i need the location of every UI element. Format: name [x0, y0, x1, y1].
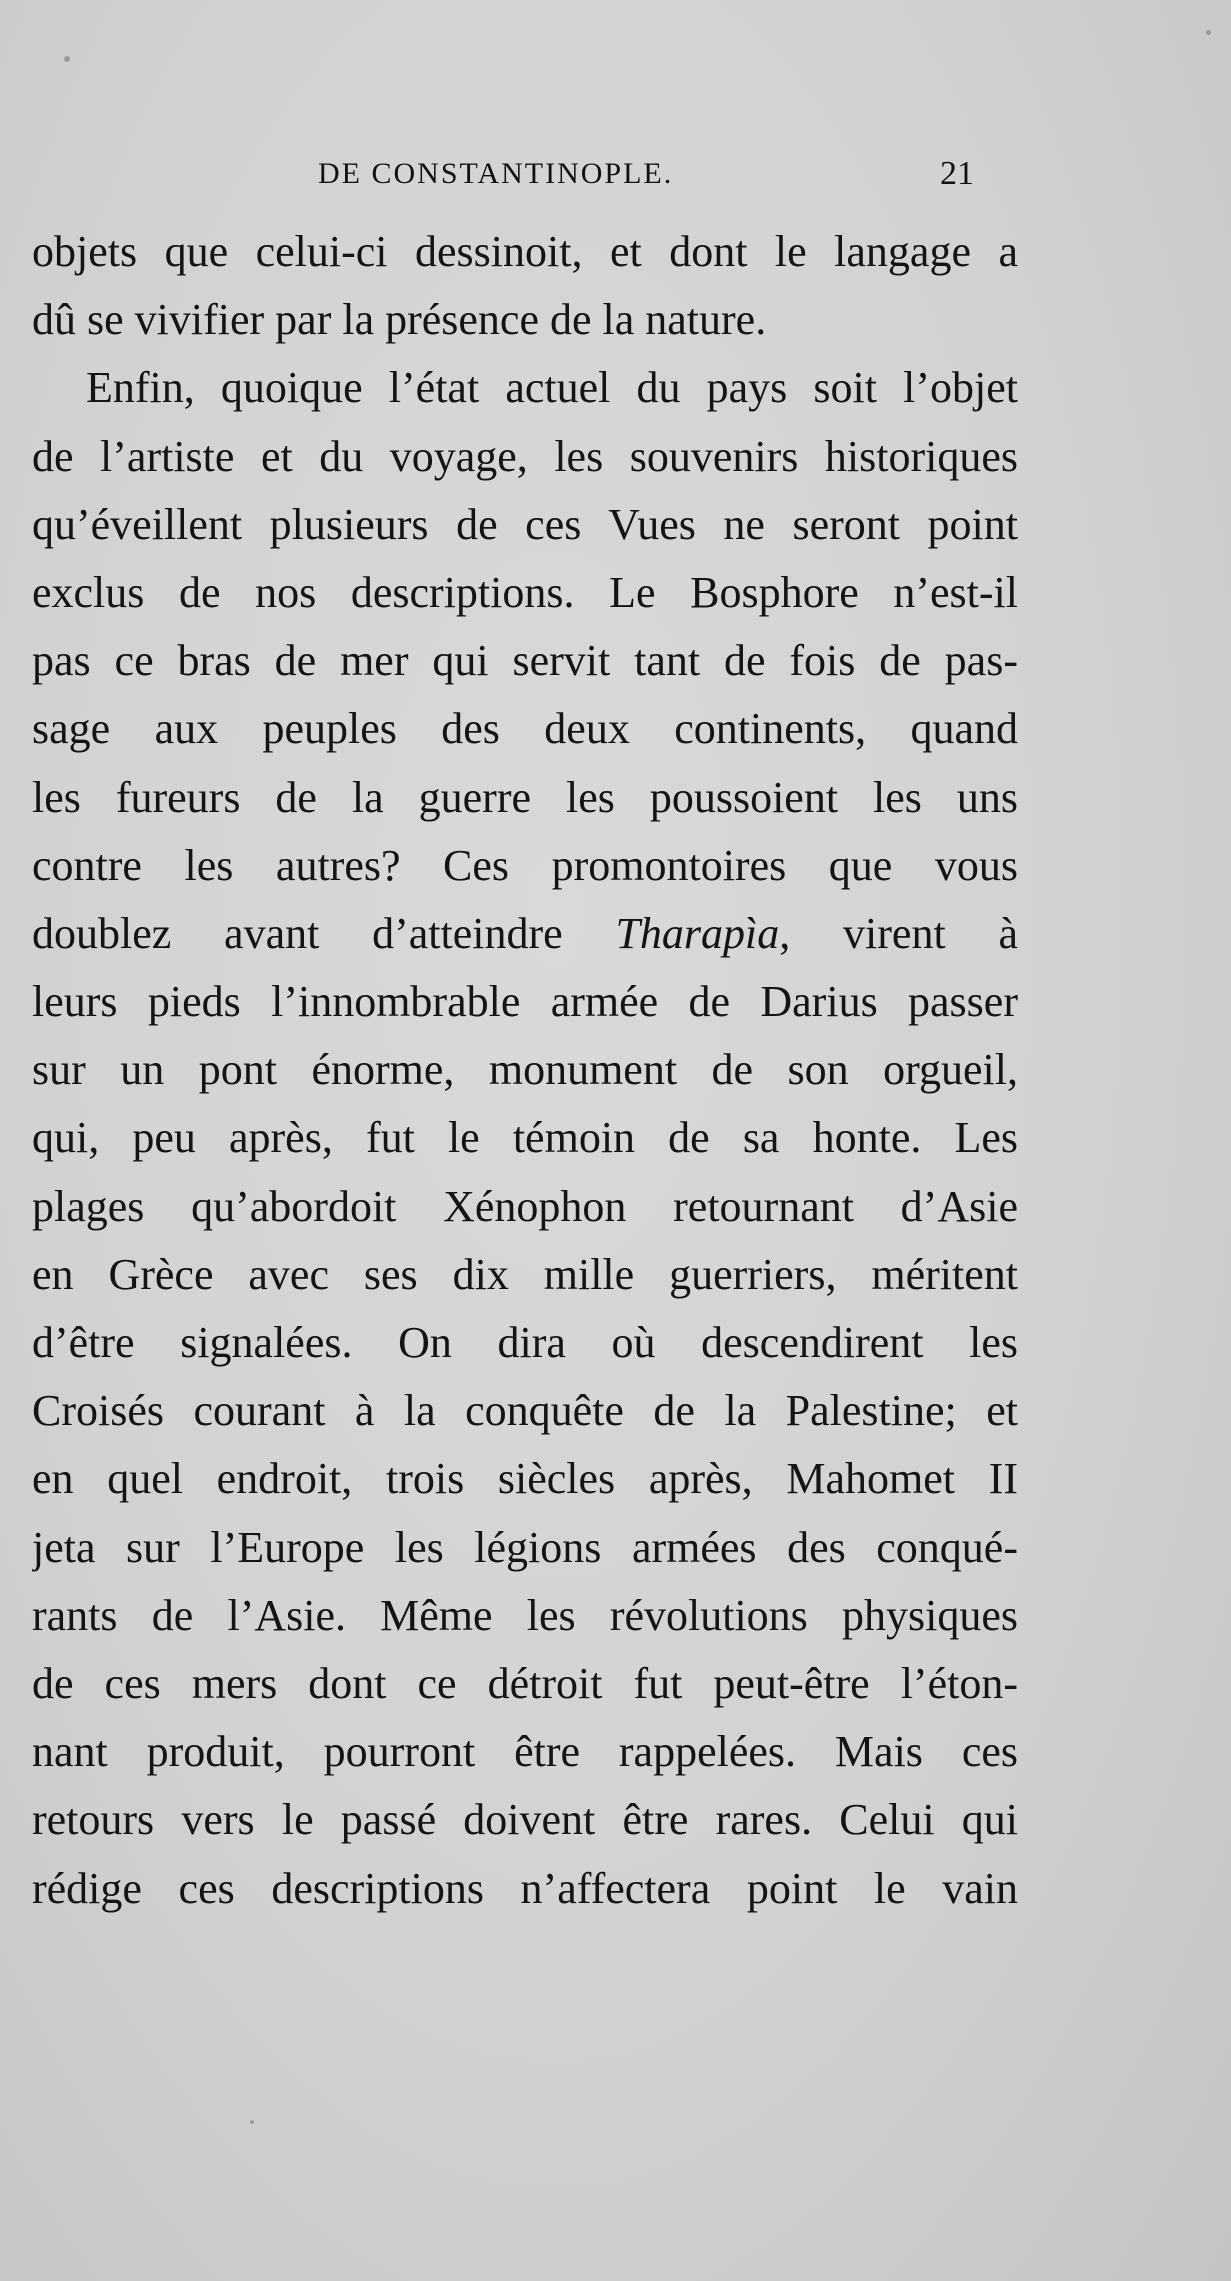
text-line: sur un pont énorme, monument de son orgueil,	[32, 1045, 1018, 1095]
text-line: qu’éveillent plusieurs de ces Vues ne seront point	[32, 499, 1018, 549]
running-head	[0, 152, 1231, 196]
text-line: retours vers le passé doivent être rares. Celui qui	[32, 1795, 1018, 1845]
text-line: de ces mers dont ce détroit fut peut-être l’éton-	[32, 1658, 1018, 1708]
paragraph-start-line: Enfin, quoique l’état actuel du pays soit l’objet	[86, 363, 1018, 413]
text-line: pas ce bras de mer qui servit tant de fois de pas-	[32, 636, 1018, 686]
text-line: leurs pieds l’innombrable armée de Darius passer	[32, 977, 1018, 1027]
text-line: en quel endroit, trois siècles après, Mahomet II	[32, 1454, 1018, 1504]
paper-speck	[1206, 30, 1211, 35]
text-line: rants de l’Asie. Même les révolutions physiques	[32, 1590, 1018, 1640]
text-line: exclus de nos descriptions. Le Bosphore n’est-il	[32, 567, 1018, 617]
body-text	[32, 218, 1018, 1923]
text-line: sage aux peuples des deux continents, quand	[32, 704, 1018, 754]
text-line: dû se vivifier par la présence de la nature.	[32, 295, 767, 345]
text-line: rédige ces descriptions n’affectera point le vain	[32, 1863, 1018, 1913]
text-line: d’être signalées. On dira où descendirent les	[32, 1318, 1018, 1367]
page-number: 21	[940, 155, 974, 192]
italic-place-name: Tharapìa	[615, 908, 780, 958]
text-line: les fureurs de la guerre les poussoient les uns	[32, 772, 1018, 822]
running-title: DE CONSTANTINOPLE.	[318, 157, 674, 190]
text-line: contre les autres? Ces promontoires que vous	[32, 840, 1018, 890]
text-line: en Grèce avec ses dix mille guerriers, méritent	[32, 1249, 1018, 1299]
text-line: Croisés courant à la conquête de la Palestine; et	[32, 1386, 1018, 1436]
paper-speck	[250, 2120, 254, 2124]
text-line: objets que celui-ci dessinoit, et dont le langage a	[32, 227, 1018, 276]
text-line: jeta sur l’Europe les légions armées des conqué-	[32, 1522, 1018, 1572]
text-line: plages qu’abordoit Xénophon retournant d’Asie	[32, 1181, 1018, 1231]
text-segment: , virent à	[779, 908, 1018, 958]
text-line: qui, peu après, fut le témoin de sa honte. Les	[32, 1113, 1018, 1163]
text-line-with-italic	[32, 900, 1018, 968]
text-line: de l’artiste et du voyage, les souvenirs historiques	[32, 431, 1018, 481]
text-line: nant produit, pourront être rappelées. Mais ces	[32, 1727, 1018, 1777]
text-segment: doublez avant d’atteindre	[32, 908, 616, 958]
paper-speck	[64, 56, 70, 62]
